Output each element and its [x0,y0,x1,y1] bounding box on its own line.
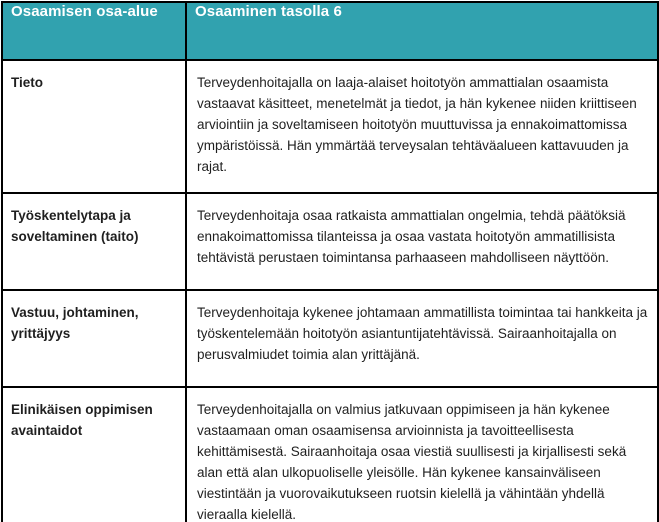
row-description: Terveydenhoitajalla on valmius jatkuvaan oppimiseen ja hän kykenee vastaamaan oman osaamisensa arvioinnista ja tavoitteellisesta kehittämisestä. Sairaanhoitaja osaa viestiä suullisesti ja kirjallisesti sekä alan että alan ulkopuoliselle yleisölle. Hän kykenee kansainväliseen viestintään ja vuorovaikutukseen ruotsin kielellä ja vähintään yhdellä vieraalla kielellä. [186,387,658,522]
table-row-vastuu [2,290,658,387]
row-description: Terveydenhoitajalla on laaja-alaiset hoitotyön ammattialan osaamista vastaavat käsitteet, menetelmät ja tiedot, ja hän kykenee niiden kriittiseen arviointiin ja soveltamiseen hoitotyön muuttuvissa ja ennakoimattomissa ympäristöissä. Hän ymmärtää terveysalan tehtäväalueen kattavuuden ja rajat. [186,60,658,193]
table-row-tieto [2,60,658,193]
row-area-label: Elinikäisen oppimisen avaintaidot [2,387,186,522]
table-header-row [2,2,658,60]
row-area-label: Tieto [2,60,186,193]
header-cell-competence-area: Osaamisen osa-alue [2,2,186,60]
row-description: Terveydenhoitaja osaa ratkaista ammattialan ongelmia, tehdä päätöksiä ennakoimattomissa tilanteissa ja osaa vastata hoitotyön ammatillisista tehtävistä perustaen toimintansa parhaaseen mahdolliseen näyttöön. [186,193,658,290]
row-area-label: Vastuu, johtaminen, yrittäjyys [2,290,186,387]
row-description: Terveydenhoitaja kykenee johtamaan ammatillista toimintaa tai hankkeita ja työskentelemään hoitotyön asiantuntijatehtävissä. Sairaanhoitajalla on perusvalmiudet toimia alan yrittäjänä. [186,290,658,387]
header-cell-competence-level: Osaaminen tasolla 6 [186,2,658,60]
table-row-elinikainen [2,387,658,522]
competence-table [1,1,659,522]
table-row-tyoskentelytapa [2,193,658,290]
row-area-label: Työskentelytapa ja soveltaminen (taito) [2,193,186,290]
